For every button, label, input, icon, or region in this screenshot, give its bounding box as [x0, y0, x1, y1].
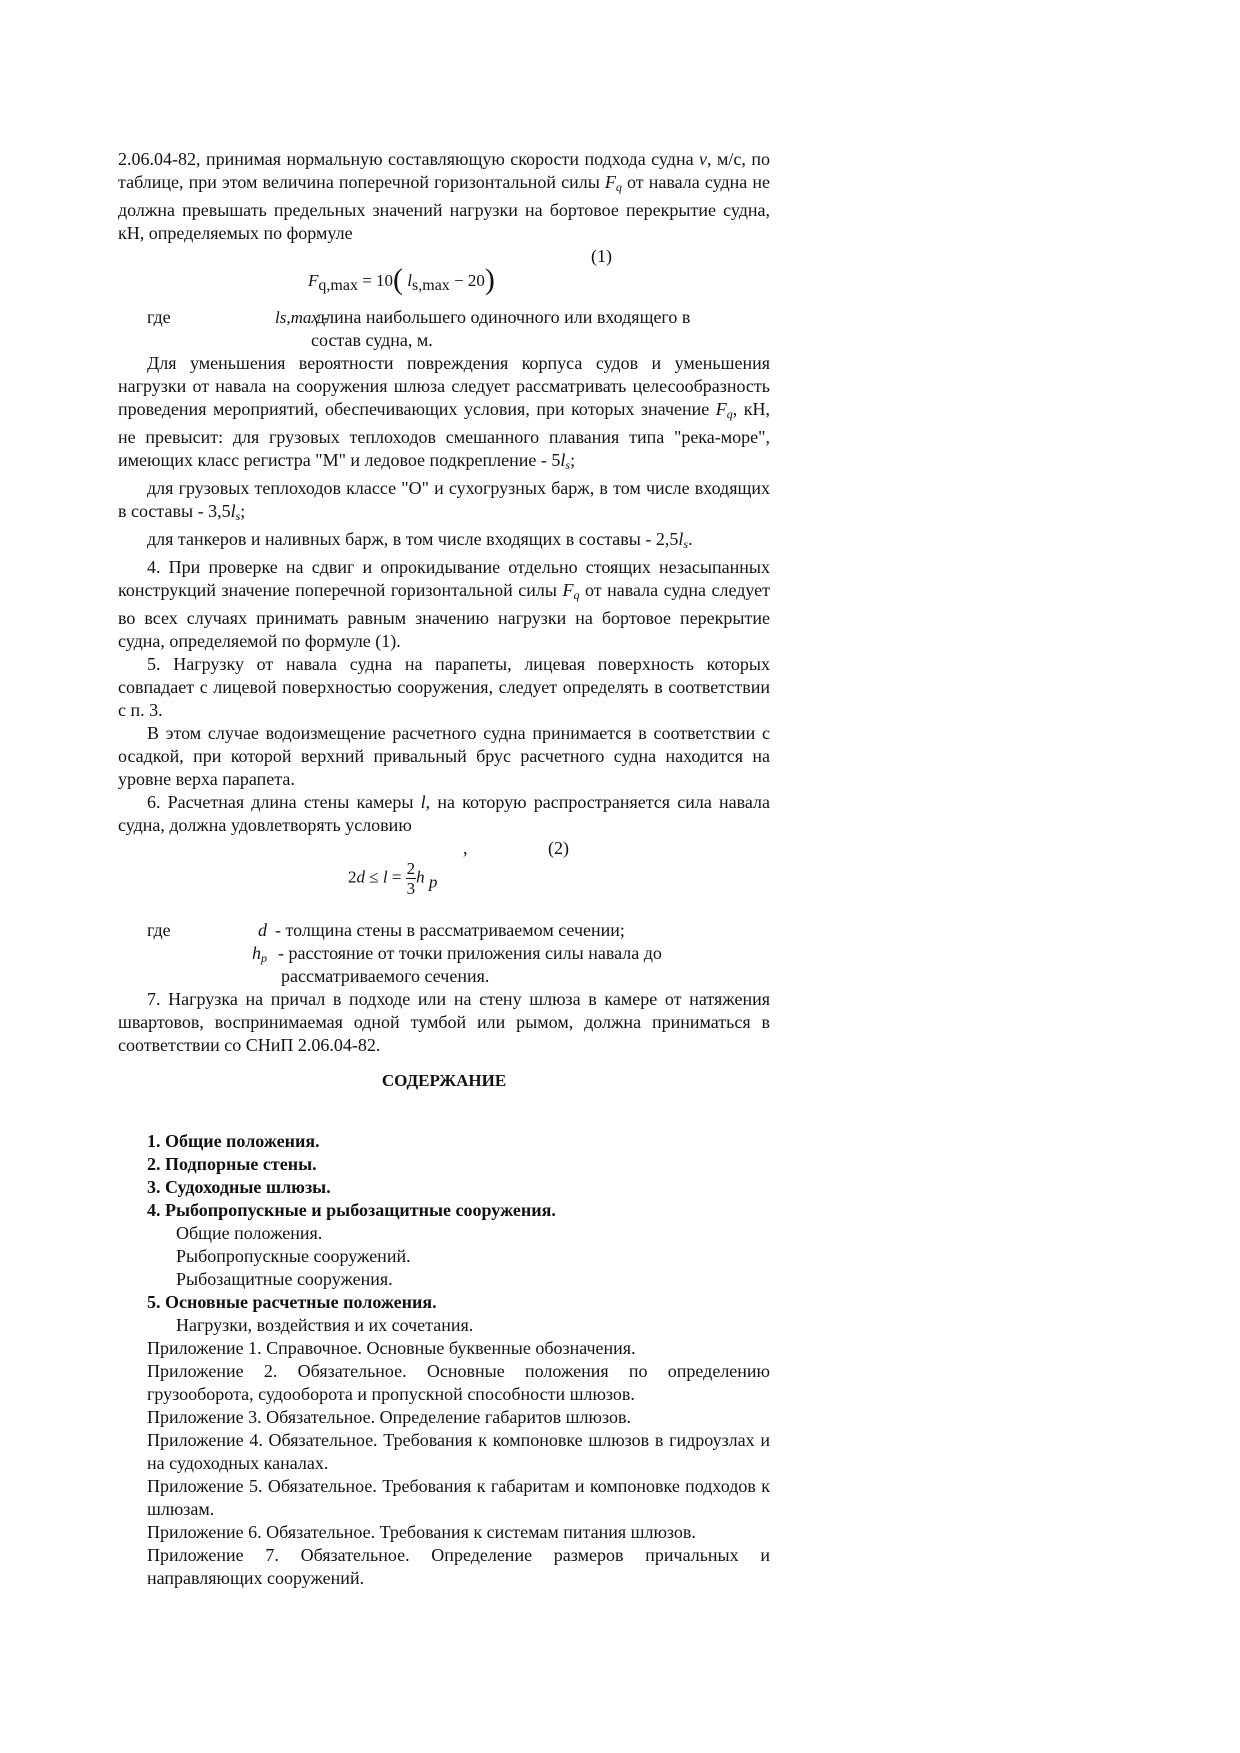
where-2-d — [118, 919, 770, 942]
formula-1-F: F — [308, 271, 319, 290]
toc-item: 5. Основные расчетные положения. — [147, 1292, 437, 1312]
paragraph-case: В этом случае водоизмещение расчетного судна принимается в соответствии с осадкой, при которой верхний привальный брус расчетного судна находится на уровне верха парапета. — [118, 723, 770, 789]
toc-item: 3. Судоходные шлюзы. — [147, 1177, 331, 1197]
toc-subitem: Нагрузки, воздействия и их сочетания. — [176, 1315, 474, 1335]
symbol-q-sub: q — [615, 180, 622, 194]
where-2-d-text: - толщина стены в рассматриваемом сечении; — [275, 920, 625, 940]
toc-appendix: Приложение 1. Справочное. Основные буквенные обозначения. — [147, 1338, 636, 1358]
where-1-text: длина наибольшего одиночного или входящего в — [316, 307, 691, 327]
formula-1-eq: = 10 — [357, 271, 394, 290]
intro-text-2: , м/с, по таблице, при этом величина поперечной горизонтальной силы — [118, 149, 770, 192]
formula-1-number: (1) — [591, 246, 612, 266]
paragraph-5: 5. Нагрузку от навала судна на парапеты, лицевая поверхность которых совпадает с лицевой поверхностью сооружения, следует определять в соответствии с п. 3. — [118, 654, 770, 720]
table-of-contents — [118, 1130, 770, 1590]
toc-appendix: Приложение 6. Обязательное. Требования к системам питания шлюзов. — [147, 1522, 696, 1542]
formula-1-minus: − 20 — [449, 271, 485, 290]
where-2-h — [118, 942, 770, 965]
where-2-d-symbol: d — [258, 920, 267, 940]
paragraph-reduce — [118, 352, 770, 477]
where-2-h-symbol — [252, 942, 267, 970]
reduce-text-3: ; — [570, 450, 576, 470]
formula-2-h: h — [416, 867, 425, 887]
paragraph-7: 7. Нагрузка на причал в подходе или на стену шлюза в камере от натяжения швартовов, воспринимаемая одной тумбой или рымом, должна приниматься в соответствии со СНиП 2.06.04-82. — [118, 989, 770, 1055]
where-label: где — [147, 307, 171, 327]
paragraph-intro — [118, 148, 770, 245]
toc-subitem: Общие положения. — [176, 1223, 323, 1243]
symbol-l: l — [420, 792, 426, 812]
formula-2-comma: , — [463, 838, 468, 858]
para4-text-1: 4. При проверке на сдвиг и опрокидывание отдельно стоящих незасыпанных конструкций значение поперечной горизонтальной силы — [118, 557, 770, 600]
where-label: где — [147, 920, 171, 940]
toc-subitem: Рыбозащитные сооружения. — [176, 1269, 393, 1289]
formula-2-number: (2) — [548, 838, 569, 858]
formula-2-p-sub: p — [428, 872, 438, 892]
contents-heading: СОДЕРЖАНИЕ — [381, 1071, 507, 1090]
formula-1 — [118, 263, 770, 306]
paragraph-4 — [118, 556, 770, 653]
formula-2-le: ≤ — [365, 867, 383, 887]
toc-item: 1. Общие положения. — [147, 1131, 320, 1151]
symbol-F: F — [715, 399, 727, 419]
toc-appendix: Приложение 2. Обязательное. Основные положения по определению грузооборота, судооборота и пропускной способности шлюзов. — [147, 1361, 770, 1404]
symbol-l: l — [678, 529, 684, 549]
toc-subitem: Рыбопропускные сооружений. — [176, 1246, 411, 1266]
symbol-v: v — [699, 149, 708, 169]
para6-text-2: , на которую распространяется сила навала судна, должна удовлетворять условию — [118, 792, 771, 835]
formula-1-close-paren: ) — [484, 263, 495, 296]
tankers-text-1: для танкеров и наливных барж, в том числе входящих в составы - 2,5 — [147, 529, 679, 549]
symbol-h: h — [252, 943, 261, 963]
where-2-h-text-cont: рассматриваемого сечения. — [281, 966, 490, 986]
formula-2-l: l — [382, 867, 388, 887]
intro-text-1: 2.06.04-82, принимая нормальную составляющую скорости подхода судна — [118, 149, 700, 169]
symbol-s-sub: s — [565, 458, 571, 472]
document-page — [118, 148, 770, 1590]
reduce-text-1: Для уменьшения вероятности повреждения корпуса судов и уменьшения нагрузки от навала на сооружения шлюза следует рассматривать целесообразность проведения мероприятий, обеспечивающих условия, при которых значение — [118, 353, 770, 419]
para6-text-1: 6. Расчетная длина стены камеры — [147, 792, 421, 812]
symbol-l: l — [560, 450, 566, 470]
symbol-F: F — [604, 172, 616, 192]
cargo-text-2: ; — [240, 501, 246, 521]
formula-2 — [118, 837, 770, 919]
symbol-s-sub: s — [235, 509, 241, 523]
paragraph-cargo — [118, 477, 770, 528]
toc-appendix: Приложение 5. Обязательное. Требования к габаритам и компоновке подходов к шлюзам. — [147, 1476, 770, 1519]
toc-appendix: Приложение 4. Обязательное. Требования к компоновке шлюзов в гидроузлах и на судоходных каналах. — [147, 1430, 770, 1473]
toc-item: 4. Рыбопропускные и рыбозащитные сооружения. — [147, 1200, 556, 1220]
formula-2-number-row — [118, 837, 770, 860]
reduce-text-2: , кН, не превысит: для грузовых теплоходов смешанного плавания типа "река-море", имеющих класс регистра "М" и ледовое подкрепление - 5 — [118, 399, 770, 470]
fraction-denominator: 3 — [406, 879, 416, 898]
formula-2-lhs: 2 — [348, 867, 357, 887]
tankers-text-2: . — [688, 529, 693, 549]
where-2-h-text: - расстояние от точки приложения силы навала до — [278, 943, 662, 963]
formula-2-fraction — [406, 859, 417, 898]
formula-1-l: l — [407, 271, 413, 290]
symbol-p-sub: p — [261, 951, 267, 965]
para4-text-2: от навала судна следует во всех случаях принимать равным значению нагрузки на бортовое перекрытие судна, определяемой по формуле (1). — [118, 580, 770, 651]
toc-appendix: Приложение 7. Обязательное. Определение размеров причальных и направляющих сооружений. — [147, 1545, 770, 1588]
symbol-s-sub: s — [683, 537, 689, 551]
toc-item: 2. Подпорные стены. — [147, 1154, 317, 1174]
cargo-text-1: для грузовых теплоходов классе "О" и сухогрузных барж, в том числе входящих в составы - 3,5 — [118, 478, 770, 521]
toc-appendix: Приложение 3. Обязательное. Определение габаритов шлюзов. — [147, 1407, 631, 1427]
fraction-numerator: 2 — [406, 859, 416, 878]
formula-2-eq: = — [387, 867, 406, 887]
formula-1-l-sub: s,max — [412, 277, 450, 294]
where-1 — [118, 306, 770, 329]
symbol-l: l — [230, 501, 236, 521]
symbol-F: F — [562, 580, 574, 600]
symbol-q-sub: q — [726, 407, 733, 421]
formula-1-open-paren: ( — [393, 263, 404, 296]
where-1-symbol: ls,max - — [275, 308, 329, 327]
intro-text-3: от навала судна не должна превышать предельных значений нагрузки на бортовое перекрытие судна, кН, определяемых по формуле — [118, 172, 770, 243]
where-1-text-cont: состав судна, м. — [311, 330, 433, 350]
paragraph-tankers — [118, 528, 770, 556]
paragraph-6 — [118, 791, 770, 837]
symbol-q-sub: q — [573, 588, 580, 602]
formula-2-d: d — [356, 867, 365, 887]
formula-1-F-sub: q,max — [318, 277, 358, 294]
formula-2-expression — [348, 859, 437, 898]
formula-1-expression — [308, 263, 495, 297]
